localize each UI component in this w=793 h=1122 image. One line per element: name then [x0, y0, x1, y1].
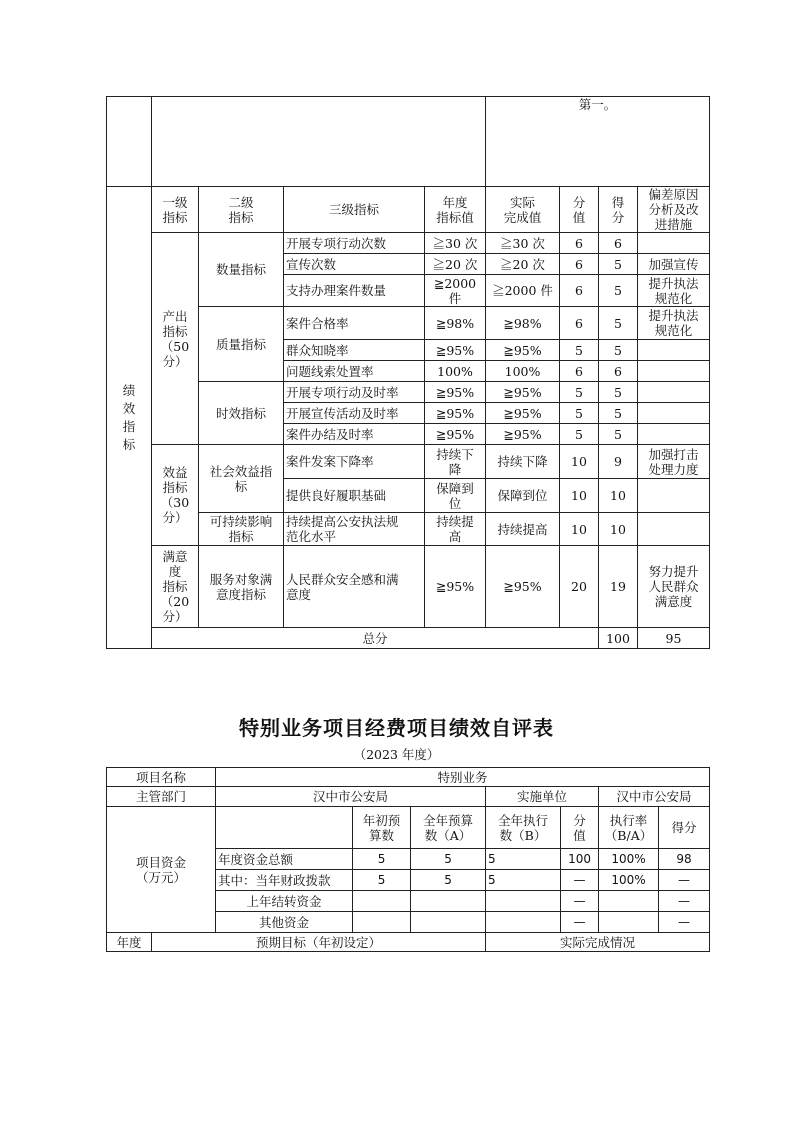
indicator-actual: ≧95%: [486, 546, 560, 628]
indicator-score: 5: [599, 424, 638, 445]
total-row: [107, 628, 710, 649]
indicator-note: 努力提升 人民群众 满意度: [638, 546, 710, 628]
indicator-target: 100%: [425, 361, 486, 382]
indicator-note: 提升执法 规范化: [638, 275, 710, 307]
indicator-weight: 5: [560, 403, 599, 424]
indicator-weight: 10: [560, 513, 599, 546]
performance-indicator-table: [106, 96, 710, 649]
fund-header-annual: 全年预算 数（A）: [411, 807, 486, 849]
indicator-note: 加强打击 处理力度: [638, 445, 710, 479]
level2-service: 服务对象满 意度指标: [199, 546, 284, 628]
form-title: 特别业务项目经费项目绩效自评表: [239, 716, 554, 740]
level2-quality: 质量指标: [199, 307, 284, 382]
indicator-note: [638, 233, 710, 254]
indicator-score: 10: [599, 513, 638, 546]
indicator-score: 5: [599, 403, 638, 424]
indicator-actual: 持续下降: [486, 445, 560, 479]
fund-header-executed: 全年执行 数（B）: [486, 807, 561, 849]
continuation-blank-cell: [107, 97, 152, 187]
level1-output: 产出 指标 （50 分）: [152, 233, 199, 445]
dept-value: 汉中市公安局: [216, 787, 486, 807]
level2-quantity: 数量指标: [199, 233, 284, 307]
project-name-label: 项目名称: [107, 768, 216, 787]
indicator-score: 10: [599, 479, 638, 513]
indicator-note: [638, 424, 710, 445]
fund-initial: 5: [353, 849, 411, 870]
fund-annual: 5: [411, 849, 486, 870]
fund-label: 项目资金 （万元）: [107, 807, 216, 933]
fund-rate: 100%: [599, 849, 659, 870]
indicator-score: 6: [599, 233, 638, 254]
indicator-target: 保障到 位: [425, 479, 486, 513]
indicator-actual: 持续提高: [486, 513, 560, 546]
fund-rate: [599, 912, 659, 933]
level2-social: 社会效益指 标: [199, 445, 284, 513]
indicator-actual: ≧95%: [486, 403, 560, 424]
continuation-row: [107, 97, 710, 187]
section-label-performance: [107, 187, 152, 649]
section-label-text: 绩 效 指 标: [122, 382, 136, 452]
fund-header-weight: 分 值: [561, 807, 599, 849]
indicator-name: 开展宣传活动及时率: [284, 403, 425, 424]
indicator-score: 5: [599, 340, 638, 361]
indicator-note: [638, 479, 710, 513]
fund-initial: 5: [353, 870, 411, 891]
indicator-name: 宣传次数: [284, 254, 425, 275]
header-level2: 二级 指标: [199, 187, 284, 233]
indicator-name: 提供良好履职基础: [284, 479, 425, 513]
indicator-note: [638, 382, 710, 403]
header-actual: 实际 完成值: [486, 187, 560, 233]
goal-year-label: 年度: [107, 933, 152, 952]
indicator-name: 人民群众安全感和满 意度: [284, 546, 425, 628]
fund-initial: [353, 912, 411, 933]
indicator-target: ≧95%: [425, 424, 486, 445]
fund-executed: [486, 891, 561, 912]
impl-label: 实施单位: [486, 787, 599, 807]
indicator-weight: 5: [560, 424, 599, 445]
indicator-score: 5: [599, 307, 638, 340]
indicator-note: [638, 361, 710, 382]
indicator-weight: 5: [560, 382, 599, 403]
level2-timeliness: 时效指标: [199, 382, 284, 445]
indicator-name: 案件办结及时率: [284, 424, 425, 445]
indicator-target: ≧95%: [425, 403, 486, 424]
indicator-name: 群众知晓率: [284, 340, 425, 361]
header-level3: 三级指标: [284, 187, 425, 233]
indicator-name: 支持办理案件数量: [284, 275, 425, 307]
indicator-score: 6: [599, 361, 638, 382]
indicator-target: ≧2000 件: [425, 275, 486, 307]
fund-executed: [486, 912, 561, 933]
indicator-weight: 6: [560, 254, 599, 275]
fund-weight: 100: [561, 849, 599, 870]
indicator-note: [638, 340, 710, 361]
fund-score: —: [659, 891, 710, 912]
indicator-weight: 6: [560, 361, 599, 382]
indicator-score: 5: [599, 254, 638, 275]
header-row: [107, 187, 710, 233]
indicator-actual: ≧98%: [486, 307, 560, 340]
indicator-note: [638, 513, 710, 546]
indicator-target: 持续提 高: [425, 513, 486, 546]
fund-annual: [411, 912, 486, 933]
header-level1: 一级 指标: [152, 187, 199, 233]
fund-score: —: [659, 912, 710, 933]
indicator-name: 开展专项行动及时率: [284, 382, 425, 403]
fund-header-initial: 年初预 算数: [353, 807, 411, 849]
fund-weight: —: [561, 912, 599, 933]
indicator-name: 案件合格率: [284, 307, 425, 340]
fund-row-label: 其他资金: [216, 912, 353, 933]
project-name-row: [107, 768, 710, 787]
dept-label: 主管部门: [107, 787, 216, 807]
indicator-score: 5: [599, 382, 638, 403]
impl-value: 汉中市公安局: [599, 787, 710, 807]
indicator-weight: 6: [560, 307, 599, 340]
indicator-actual: ≧95%: [486, 340, 560, 361]
indicator-target: ≧20 次: [425, 254, 486, 275]
fund-rate: [599, 891, 659, 912]
fund-rate: 100%: [599, 870, 659, 891]
level1-benefit: 效益 指标 （30 分）: [152, 445, 199, 546]
indicator-name: 开展专项行动次数: [284, 233, 425, 254]
level1-satisfaction: 满意 度 指标 （20 分）: [152, 546, 199, 628]
indicator-name: 案件发案下降率: [284, 445, 425, 479]
level2-sustain: 可持续影响 指标: [199, 513, 284, 546]
self-evaluation-table: [106, 767, 710, 952]
fund-annual: [411, 891, 486, 912]
indicator-name: 问题线索处置率: [284, 361, 425, 382]
continuation-text: 第一。: [486, 97, 710, 187]
total-weight: 100: [599, 628, 638, 649]
indicator-name: 持续提高公安执法规 范化水平: [284, 513, 425, 546]
indicator-actual: ≧95%: [486, 382, 560, 403]
form-subtitle: （2023 年度）: [353, 747, 440, 762]
indicator-target: ≧95%: [425, 382, 486, 403]
indicator-score: 19: [599, 546, 638, 628]
fund-initial: [353, 891, 411, 912]
indicator-weight: 20: [560, 546, 599, 628]
indicator-target: ≧30 次: [425, 233, 486, 254]
header-weight: 分 值: [560, 187, 599, 233]
fund-executed: 5: [486, 870, 561, 891]
fund-header-rate: 执行率 （B/A）: [599, 807, 659, 849]
fund-row-label: 其中：当年财政拨款: [216, 870, 353, 891]
indicator-weight: 10: [560, 445, 599, 479]
fund-score: —: [659, 870, 710, 891]
header-target: 年度 指标值: [425, 187, 486, 233]
continuation-blank-cell: [152, 97, 486, 187]
indicator-actual: ≧95%: [486, 424, 560, 445]
total-label: 总分: [152, 628, 599, 649]
project-name-value: 特别业务: [216, 768, 710, 787]
indicator-note: 提升执法 规范化: [638, 307, 710, 340]
indicator-target: 持续下 降: [425, 445, 486, 479]
indicator-target: ≧95%: [425, 546, 486, 628]
department-row: [107, 787, 710, 807]
fund-score: 98: [659, 849, 710, 870]
table-row: [107, 233, 710, 254]
total-score: 95: [638, 628, 710, 649]
indicator-weight: 10: [560, 479, 599, 513]
goal-actual-label: 实际完成情况: [486, 933, 710, 952]
indicator-actual: ≧30 次: [486, 233, 560, 254]
fund-annual: 5: [411, 870, 486, 891]
header-deviation: 偏差原因 分析及改 进措施: [638, 187, 710, 233]
indicator-weight: 6: [560, 275, 599, 307]
indicator-actual: ≧2000 件: [486, 275, 560, 307]
indicator-actual: 保障到位: [486, 479, 560, 513]
fund-header-blank: [216, 807, 353, 849]
fund-row-label: 上年结转资金: [216, 891, 353, 912]
header-score: 得 分: [599, 187, 638, 233]
indicator-score: 5: [599, 275, 638, 307]
indicator-actual: 100%: [486, 361, 560, 382]
goal-planned-label: 预期目标（年初设定）: [152, 933, 486, 952]
indicator-note: 加强宣传: [638, 254, 710, 275]
indicator-target: ≧95%: [425, 340, 486, 361]
table-row: [107, 445, 710, 479]
indicator-actual: ≧20 次: [486, 254, 560, 275]
fund-executed: 5: [486, 849, 561, 870]
fund-weight: —: [561, 891, 599, 912]
fund-header-row: [107, 807, 710, 849]
goal-header-row: [107, 933, 710, 952]
indicator-weight: 6: [560, 233, 599, 254]
indicator-target: ≧98%: [425, 307, 486, 340]
indicator-weight: 5: [560, 340, 599, 361]
indicator-score: 9: [599, 445, 638, 479]
table-row: [107, 546, 710, 628]
fund-row-label: 年度资金总额: [216, 849, 353, 870]
indicator-note: [638, 403, 710, 424]
fund-header-score: 得分: [659, 807, 710, 849]
fund-weight: —: [561, 870, 599, 891]
